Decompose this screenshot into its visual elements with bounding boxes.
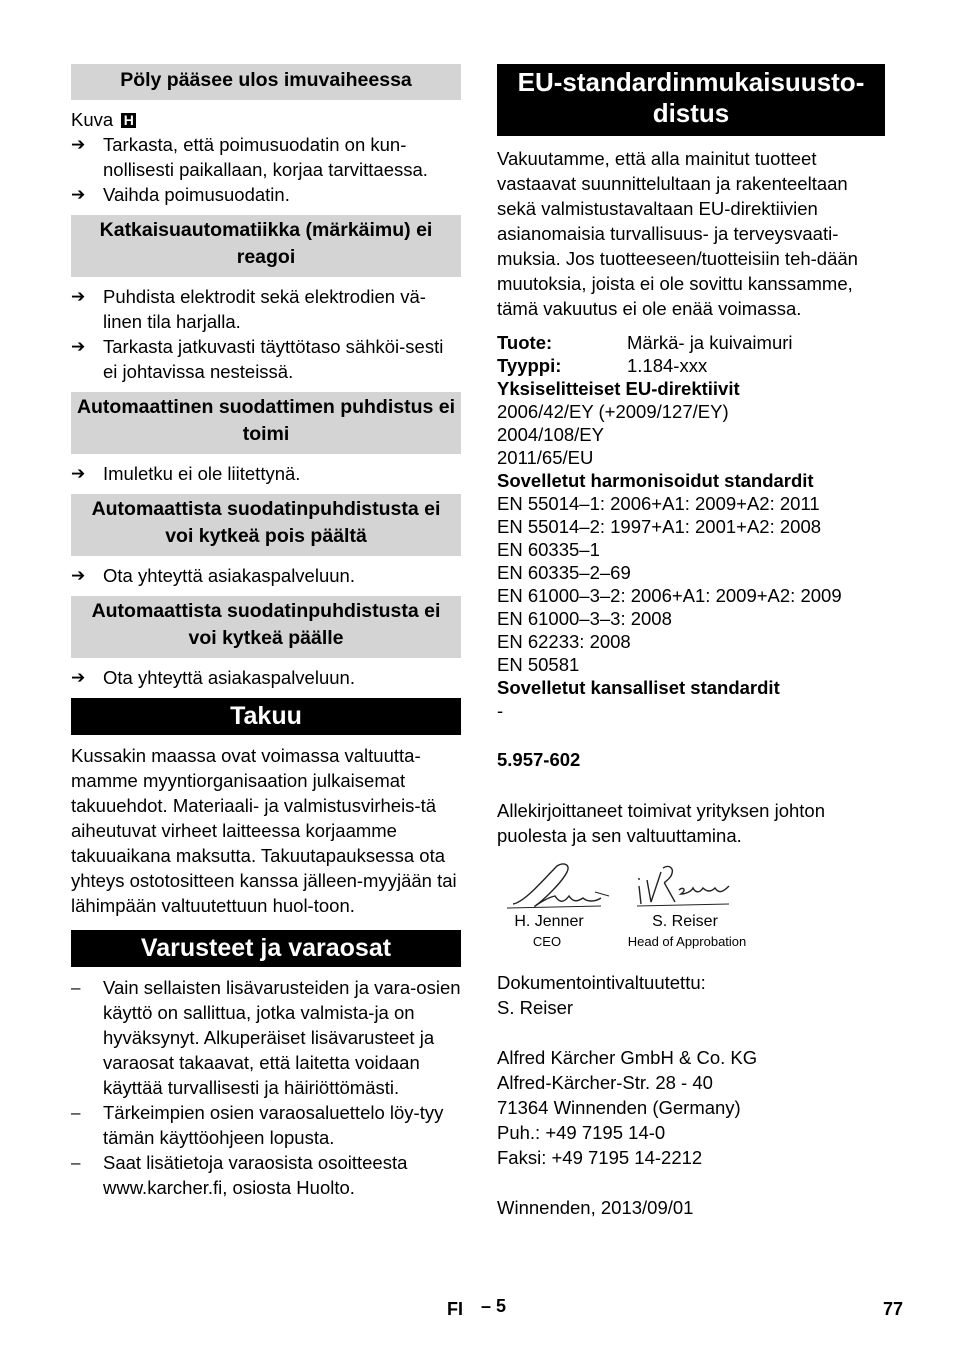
dash-bullet: – xyxy=(71,1103,81,1122)
documentation-authorized-name: S. Reiser xyxy=(497,997,574,1018)
type-label: Tyyppi: xyxy=(497,355,562,376)
list-item: ➔ Imuletku ei ole liitettynä. xyxy=(71,463,301,484)
directive-item: 2011/65/EU xyxy=(497,447,594,468)
product-row xyxy=(497,331,885,354)
standard-item: EN 60335–2–69 xyxy=(497,562,631,583)
standard-item: EN 62233: 2008 xyxy=(497,631,631,652)
signatories-text: Allekirjoittaneet toimivat yrityksen johton puolesta ja sen valtuuttamina. xyxy=(497,800,826,846)
product-value: Märkä- ja kuivaimuri xyxy=(627,332,793,353)
signer-name-jenner: H. Jenner xyxy=(514,913,584,930)
product-label: Tuote: xyxy=(497,332,553,353)
document-number: 5.957-602 xyxy=(497,749,581,770)
list-item: ➔ Tarkasta jatkuvasti täyttötaso sähköi-sesti ei johtavissa nesteissä. xyxy=(71,336,444,382)
standard-item: EN 60335–1 xyxy=(497,539,600,560)
signer-role-reiser: Head of Approbation xyxy=(627,934,747,949)
warranty-text: Kussakin maassa ovat voimassa valtuutta-mamme myyntiorganisaation julkaisemat takuuehdot. Materiaali- ja valmistusvirheis-tä aiheutuvat virheet laitteessa korjaamme takuuaikana maksutta. Takuutapauksessa ota yhteys ostotositteen kanssa jälleen-myyjään tai lähimpään valtuutettuun huol-toon. xyxy=(71,745,457,916)
phone-line: Puh.: +49 7195 14-0 xyxy=(497,1122,666,1143)
signature-reiser xyxy=(635,860,735,912)
standard-item: EN 61000–3–2: 2006+A1: 2009+A2: 2009 xyxy=(497,585,842,606)
address-line: Alfred-Kärcher-Str. 28 - 40 xyxy=(497,1072,713,1093)
section-heading-dust: Pöly pääsee ulos imuvaiheessa xyxy=(71,64,461,100)
arrow-right-icon: ➔ xyxy=(71,464,86,483)
list-item: – Saat lisätietoja varaosista osoitteesta www.karcher.fi, osiosta Huolto. xyxy=(71,1152,408,1198)
arrow-right-icon: ➔ xyxy=(71,668,86,687)
list-item: ➔ Vaihda poimusuodatin. xyxy=(71,184,290,205)
arrow-right-icon: ➔ xyxy=(71,135,86,154)
arrow-right-icon: ➔ xyxy=(71,566,86,585)
footer-local-page: – 5 xyxy=(481,1296,507,1316)
harmonized-label: Sovelletut harmonisoidut standardit xyxy=(497,470,814,491)
standard-item: EN 55014–2: 1997+A1: 2001+A2: 2008 xyxy=(497,516,822,537)
place-date: Winnenden, 2013/09/01 xyxy=(497,1197,694,1218)
footer-page-number: 77 xyxy=(883,1299,904,1319)
dash-bullet: – xyxy=(71,1153,81,1172)
address-line: 71364 Winnenden (Germany) xyxy=(497,1097,741,1118)
signer-role-jenner: CEO xyxy=(532,934,562,949)
type-row xyxy=(497,354,885,377)
dash-bullet: – xyxy=(71,978,81,997)
figure-reference xyxy=(71,107,461,132)
list-item: – Tärkeimpien osien varaosaluettelo löy-tyy tämän käyttöohjeen lopusta. xyxy=(71,1102,444,1148)
declaration-intro: Vakuutamme, että alla mainitut tuotteet vastaavat suunnittelultaan ja rakenteeltaan sekä valmistustavaltaan EU-direktiivien asianomaisia turvallisuus- ja terveysvaati-muksia. Jos tuotteeseen/tuotteisiin teh-dään muutoksia, joista ei ole sovittu kanssamme, tämä vakuutus ei ole enää voimassa. xyxy=(497,148,858,319)
list-item: ➔ Ota yhteyttä asiakaspalveluun. xyxy=(71,667,355,688)
standard-item: EN 61000–3–3: 2008 xyxy=(497,608,672,629)
directive-item: 2004/108/EY xyxy=(497,424,604,445)
fax-line: Faksi: +49 7195 14-2212 xyxy=(497,1147,703,1168)
type-value: 1.184-xxx xyxy=(627,355,708,376)
list-item: – Vain sellaisten lisävarusteiden ja vara-osien käyttö on sallittua, jotka valmista-ja on hyväksynyt. Alkuperäiset lisävarusteet ja varaosat takaavat, että laitetta voidaan käyttää turvallisesti ja häiriöttömästi. xyxy=(71,977,461,1098)
section-heading-accessories: Varusteet ja varaosat xyxy=(71,930,461,967)
section-heading-eu-declaration: EU-standardinmukaisuusto-distus xyxy=(497,64,885,136)
signature-jenner xyxy=(505,858,615,914)
directive-item: 2006/42/EY (+2009/127/EY) xyxy=(497,401,729,422)
right-column xyxy=(497,64,885,1220)
standard-item: EN 55014–1: 2006+A1: 2009+A2: 2011 xyxy=(497,493,820,514)
list-item: ➔ Puhdista elektrodit sekä elektrodien vä-linen tila harjalla. xyxy=(71,286,426,332)
footer-language: FI xyxy=(447,1299,463,1319)
national-value: - xyxy=(497,700,504,721)
list-item: ➔ Ota yhteyttä asiakaspalveluun. xyxy=(71,565,355,586)
arrow-right-icon: ➔ xyxy=(71,287,86,306)
section-heading-filter-on: Automaattista suodatinpuhdistusta ei voi kytkeä päälle xyxy=(71,596,461,658)
section-heading-warranty: Takuu xyxy=(71,698,461,735)
national-label: Sovelletut kansalliset standardit xyxy=(497,677,780,698)
arrow-right-icon: ➔ xyxy=(71,337,86,356)
section-heading-shutoff: Katkaisuautomatiikka (märkäimu) ei reagoi xyxy=(71,215,461,277)
signatures xyxy=(497,856,885,951)
figure-letter-badge: H xyxy=(121,113,136,128)
address-line: Alfred Kärcher GmbH & Co. KG xyxy=(497,1047,758,1068)
standard-item: EN 50581 xyxy=(497,654,580,675)
left-column xyxy=(71,64,461,1200)
list-item: ➔ Tarkasta, että poimusuodatin on kun-nollisesti paikallaan, korjaa tarvittaessa. xyxy=(71,134,428,180)
documentation-authorized-label: Dokumentointivaltuutettu: xyxy=(497,972,706,993)
section-heading-filter-cleaning: Automaattinen suodattimen puhdistus ei toimi xyxy=(71,392,461,454)
figure-label: Kuva xyxy=(71,109,114,130)
signer-name-reiser: S. Reiser xyxy=(652,913,718,930)
section-heading-filter-off: Automaattista suodatinpuhdistusta ei voi kytkeä pois päältä xyxy=(71,494,461,556)
directives-label: Yksiselitteiset EU-direktiivit xyxy=(497,378,740,399)
arrow-right-icon: ➔ xyxy=(71,185,86,204)
